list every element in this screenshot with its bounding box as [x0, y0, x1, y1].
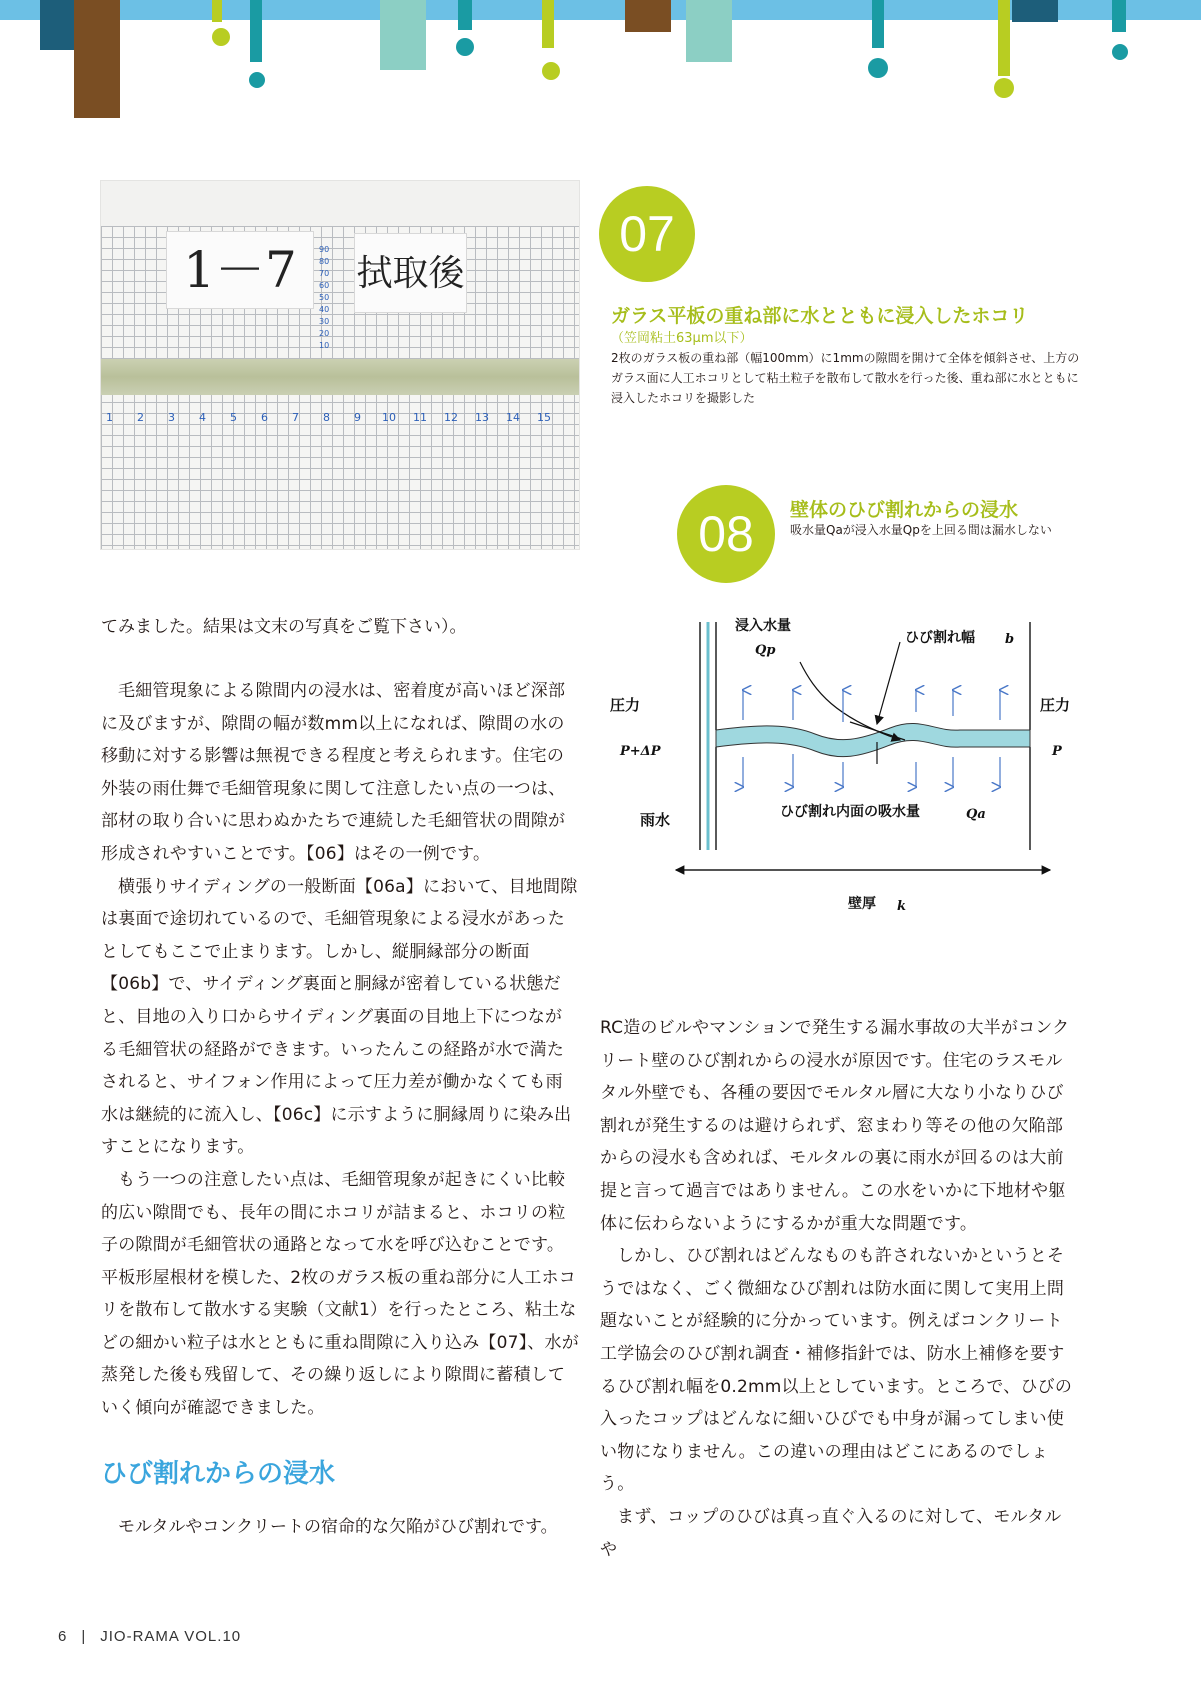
label-k: k — [897, 899, 907, 914]
paragraph: まず、コップのひびは真っ直ぐ入るのに対して、モルタルや — [600, 1506, 1062, 1560]
figure-title: ガラス平板の重ね部に水とともに浸入したホコリ — [611, 305, 1029, 327]
label-absorption: ひび割れ内面の吸水量 — [780, 804, 920, 820]
label-wall-thickness: 壁厚 — [848, 896, 876, 912]
deco-bar — [686, 0, 732, 62]
ruler-number: 60 — [319, 281, 330, 290]
paragraph: 毛細管現象による隙間内の浸水は、密着度が高いほど深部に及びますが、隙間の幅が数mm以上になれば、隙間の水の移動に対する影響は無視できる程度と考えられます。住宅の外装の雨仕舞で毛細管現象に関して注意したい点の一つは、部材の取り合いに思わぬかたちで連続した毛細管状の間隙が形成されやすいことです。【06】はその一例です。 — [101, 681, 566, 864]
deco-dot — [542, 62, 560, 80]
figure-description: 吸水量Qaが浸入水量Qpを上回る間は漏水しない — [790, 523, 1052, 537]
ruler-number: 9 — [354, 411, 361, 424]
deco-bar — [1012, 0, 1058, 22]
figure-number-badge: 08 — [677, 485, 775, 583]
deco-dot — [1112, 44, 1128, 60]
crack-water-diagram — [600, 612, 1080, 922]
photo-label-card: 1－7 — [166, 231, 314, 309]
label-qa: Qa — [966, 807, 986, 822]
deco-bar — [40, 0, 74, 50]
ruler-number: 8 — [323, 411, 330, 424]
crack-channel — [716, 723, 1030, 756]
publication-name: JIO-RAMA VOL.10 — [100, 1628, 242, 1645]
paragraph: しかし、ひび割れはどんなものも許されないかというとそうではなく、ごく微細なひび割れは防水面に関して実用上問題ないことが経験的に分かっています。例えばコンクリート工学協会のひび割れ調査・補修指針では、防水上補修を要するひび割れ幅を0.2mm以上としています。ところで、ひびの入ったコップはどんなに細いひびでも中身が漏ってしまい使い物になりません。この違いの理由はどこにあるのでしょう。 — [600, 1246, 1073, 1495]
label-pressure-left: 圧力 — [610, 696, 641, 714]
ruler-number: 80 — [319, 257, 330, 266]
left-column — [101, 675, 579, 1425]
deco-bar — [872, 0, 884, 48]
paragraph: RC造のビルやマンションで発生する漏水事故の大半がコンクリート壁のひび割れからの浸水が原因です。住宅のラスモルタル外壁でも、各種の要因でモルタル層に大なり小なりひび割れが発生するのは避けられず、窓まわり等その他の欠陥部からの浸水も含めれば、モルタルの裏に雨水が回るのは大前提と言って過言ではありません。この水をいかに下地材や躯体に伝わらないようにするかが重大な問題です。 — [600, 1018, 1070, 1234]
paragraph-intro: てみました。結果は文末の写真をご覧下さい）。 — [101, 617, 467, 637]
deco-bar — [542, 0, 554, 48]
deco-bar — [458, 0, 472, 30]
inflow-arrow — [800, 662, 900, 740]
ruler-number: 10 — [319, 341, 330, 350]
ruler-number: 30 — [319, 317, 330, 326]
ruler-number: 14 — [506, 411, 520, 424]
deco-dot — [868, 58, 888, 78]
crack-width-pointer — [877, 642, 900, 724]
ruler-number: 6 — [261, 411, 268, 424]
ruler-number: 11 — [413, 411, 427, 424]
ruler-number: 13 — [475, 411, 489, 424]
photo-glass-plate — [100, 180, 580, 550]
label-pressure-right: 圧力 — [1040, 696, 1071, 714]
label-p-delta: P+ΔP — [620, 744, 661, 759]
deco-bar — [625, 0, 671, 32]
footer-separator: | — [81, 1628, 87, 1645]
vertical-ruler — [319, 241, 345, 361]
paragraph: もう一つの注意したい点は、毛細管現象が起きにくい比較的広い隙間でも、長年の間にホコリが詰まると、ホコリの粒子の隙間が毛細管状の通路となって水を呼び込むことです。平板形屋根材を模した、2枚のガラス板の重ね部分に人工ホコリを散布して散水する実験（文献1）を行ったところ、粘土などの細かい粒子は水とともに重ね間隙に入り込み【07】、水が蒸発した後も残留して、その繰り返しにより隙間に蓄積していく傾向が確認できました。 — [101, 1169, 579, 1419]
horizontal-ruler — [101, 403, 580, 431]
label-crack-width: ひび割れ幅 — [905, 630, 975, 646]
ruler-number: 7 — [292, 411, 299, 424]
deco-dot — [212, 28, 230, 46]
ruler-number: 12 — [444, 411, 458, 424]
ruler-number: 2 — [137, 411, 144, 424]
ruler-number: 1 — [106, 411, 113, 424]
deco-dot — [994, 78, 1014, 98]
figure-title: 壁体のひび割れからの浸水 — [790, 499, 1019, 521]
deco-bar — [74, 0, 120, 118]
label-inflow: 浸入水量 — [735, 618, 791, 634]
absorption-arrows-up — [743, 690, 1000, 722]
deco-bar — [380, 0, 426, 70]
deco-dot — [456, 38, 474, 56]
label-qp: Qp — [755, 643, 776, 658]
deco-dot — [249, 72, 265, 88]
page-number: 6 — [58, 1628, 68, 1645]
ruler-number: 10 — [382, 411, 396, 424]
ruler-number: 15 — [537, 411, 551, 424]
ruler-number: 70 — [319, 269, 330, 278]
absorption-arrows-down — [743, 754, 1000, 787]
ruler-number: 4 — [199, 411, 206, 424]
section-heading: ひび割れからの浸水 — [101, 1459, 336, 1489]
ruler-number: 90 — [319, 245, 330, 254]
figure-description: 2枚のガラス板の重ね部（幅100mm）に1mmの隙間を開けて全体を傾斜させ、上方のガラス面に人工ホコリとして粘土粒子を散布して散水を行った後、重ね部に水とともに浸入したホコリを撮影した — [611, 351, 1080, 405]
photo-label-card: 拭取後 — [354, 233, 467, 313]
label-p: P — [1052, 744, 1062, 759]
label-rain: 雨水 — [640, 811, 671, 829]
label-b: b — [1005, 632, 1015, 647]
figure-number-badge: 07 — [599, 186, 695, 282]
ruler-number: 5 — [230, 411, 237, 424]
deco-bar — [250, 0, 262, 62]
dust-strip — [101, 359, 580, 395]
page-footer — [58, 1628, 241, 1645]
deco-bar — [1112, 0, 1126, 32]
right-column — [600, 1012, 1078, 1566]
paragraph: 横張りサイディングの一般断面【06a】において、目地間隙は裏面で途切れているので、毛細管現象による浸水があったとしてもここで止まります。しかし、縦胴縁部分の断面【06b】で、サイディング裏面と胴縁が密着している状態だと、目地の入り口からサイディング裏面の目地上下につながる毛細管状の経路ができます。いったんこの経路が水で満たされると、サイフォン作用によって圧力差が働かなくても雨水は継続的に流入し、【06c】に示すように胴縁周りに染み出すことになります。 — [101, 876, 578, 1158]
ruler-number: 3 — [168, 411, 175, 424]
ruler-number: 50 — [319, 293, 330, 302]
deco-bar — [212, 0, 222, 22]
deco-bar — [998, 0, 1010, 76]
figure-subtitle: （笠岡粘土63μm以下） — [611, 331, 753, 346]
paragraph: モルタルやコンクリートの宿命的な欠陥がひび割れです。 — [118, 1517, 558, 1537]
ruler-number: 40 — [319, 305, 330, 314]
ruler-number: 20 — [319, 329, 330, 338]
